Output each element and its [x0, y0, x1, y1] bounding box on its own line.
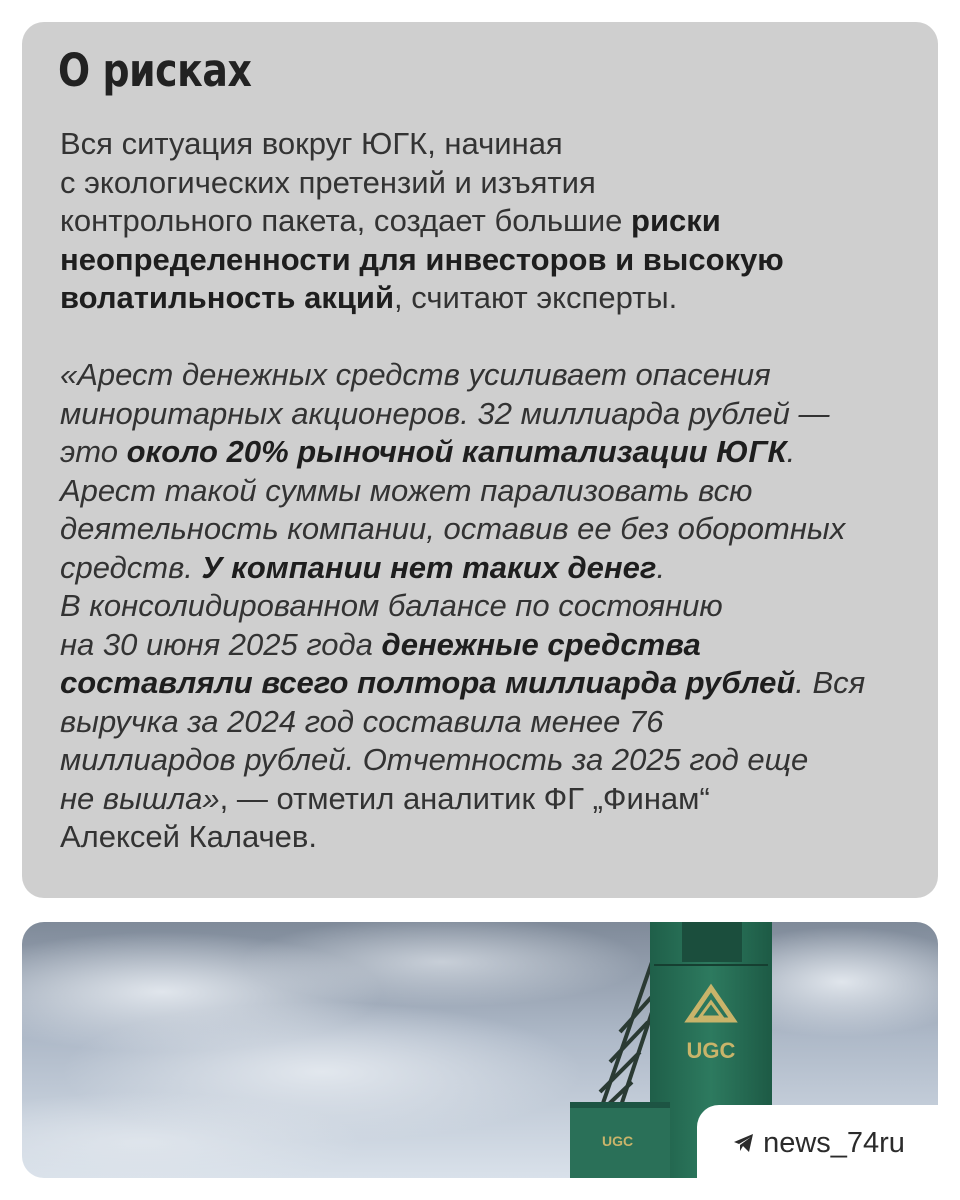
quote-line: «Арест денежных средств усиливает опасения — [60, 357, 771, 392]
quote-line: В консолидированном балансе по состоянию — [60, 588, 723, 623]
highlight: риски — [631, 203, 721, 238]
quote-line: на 30 июня 2025 года денежные средства — [60, 626, 701, 662]
highlight: неопределенности для инвесторов и высокую — [60, 241, 784, 277]
section-title: О рисках — [58, 44, 252, 97]
quote-line: это около 20% рыночной капитализации ЮГК. — [60, 434, 796, 469]
highlight: денежные средства — [381, 626, 701, 662]
paragraph-line — [60, 241, 940, 280]
highlight: составляли всего полтора миллиарда рублей — [60, 665, 796, 700]
quote-line: деятельность компании, оставив ее без оборотных — [60, 511, 846, 546]
source-badge[interactable] — [697, 1105, 941, 1181]
ugc-small-sign-text: UGC — [602, 1133, 634, 1149]
quote-line: миллиардов рублей. Отчетность за 2025 год еще — [60, 742, 809, 777]
attribution-line: не вышла», — отметил аналитик ФГ „Финам“ — [60, 780, 710, 816]
paragraph-line: с экологических претензий и изъятия — [60, 164, 596, 200]
highlight: волатильность акций — [60, 280, 395, 315]
paragraph-line: Вся ситуация вокруг ЮГК, начиная — [60, 126, 563, 161]
telegram-icon — [733, 1133, 755, 1153]
quote-line: миноритарных акционеров. 32 миллиарда рублей — — [60, 395, 830, 431]
source-handle: news_74ru — [763, 1126, 905, 1159]
paragraph-line: волатильность акций, считают эксперты. — [60, 280, 678, 315]
highlight: около 20% рыночной капитализации ЮГК — [126, 434, 787, 469]
paragraph-line: контрольного пакета, создает большие риски — [60, 203, 721, 238]
quote-line: составляли всего полтора миллиарда рублей. Вся — [60, 665, 866, 700]
article-body — [60, 125, 940, 857]
quote-line: выручка за 2024 год составила менее 76 — [60, 703, 664, 739]
attribution-line: Алексей Калачев. — [60, 819, 318, 854]
quote-line: средств. У компании нет таких денег. — [60, 549, 666, 585]
ugc-sign-text: UGC — [686, 1038, 736, 1063]
quote-line: Арест такой суммы может парализовать всю — [60, 472, 753, 508]
highlight: У компании нет таких денег — [201, 549, 657, 585]
